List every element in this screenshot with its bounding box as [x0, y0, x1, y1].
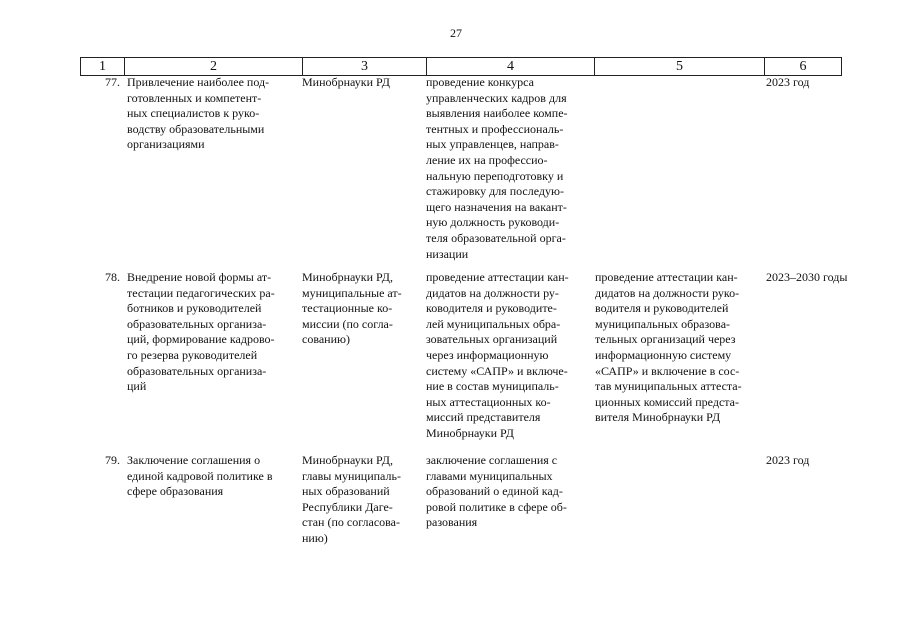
activity-cell: Привлечение наиболее под- готовленных и компетент- ных специалистов к руко- водству образовательными организациями — [127, 75, 270, 152]
row-number: 79. — [105, 453, 120, 467]
term-cell: 2023–2030 годы — [766, 270, 848, 284]
executor-cell: Минобрнауки РД, муниципальные ат- тестационные ко- миссии (по согла- сованию) — [302, 270, 402, 347]
header-col-6: 6 — [764, 58, 842, 75]
mechanism-cell: заключение соглашения с главами муниципальных образований о единой кад- ровой политике в сфере об- разования — [426, 453, 567, 530]
header-col-4: 4 — [426, 58, 594, 75]
header-col-2: 2 — [124, 58, 302, 75]
activity-cell: Внедрение новой формы ат- тестации педагогических ра- ботников и руководителей образовательных организа- ций, формирование кадрово- го резерва руководителей образовательных организа- ций — [127, 270, 275, 394]
executor-cell: Минобрнауки РД — [302, 75, 390, 89]
executor-cell: Минобрнауки РД, главы муниципаль- ных образований Республики Даге- стан (по согласова- нию) — [302, 453, 401, 545]
table-header — [80, 57, 842, 76]
header-col-3: 3 — [302, 58, 426, 75]
header-col-5: 5 — [594, 58, 764, 75]
page-number: 27 — [450, 26, 462, 40]
term-cell: 2023 год — [766, 453, 810, 467]
mechanism-cell: проведение аттестации кан- дидатов на должности ру- ководителя и руководите- лей муниципальных обра- зовательных организаций через информационную систему «САПР» и включе- ние в состав муниципаль- ных аттестационных ко- миссий представителя Минобрнауки РД — [426, 270, 569, 440]
row-number: 77. — [105, 75, 120, 89]
mechanism-cell: проведение конкурса управленческих кадров для выявления наиболее компе- тентных и профессиональ- ных управленцев, направ- ление их на профессио- нальную переподготовку и стажировку для последую- щего назначения на вакант- ную должность руководи- теля образовательной орга- низации — [426, 75, 568, 261]
result-cell: проведение аттестации кан- дидатов на должности руко- водителя и руководителей муниципальных образова- тельных организаций через информационную систему «САПР» и включение в сос- тав муниципальных аттеста- ционных комиссий предста- вителя Минобрнауки РД — [595, 270, 742, 425]
term-cell: 2023 год — [766, 75, 810, 89]
row-number: 78. — [105, 270, 120, 284]
header-col-1: 1 — [80, 58, 124, 75]
activity-cell: Заключение соглашения о единой кадровой политике в сфере образования — [127, 453, 273, 499]
